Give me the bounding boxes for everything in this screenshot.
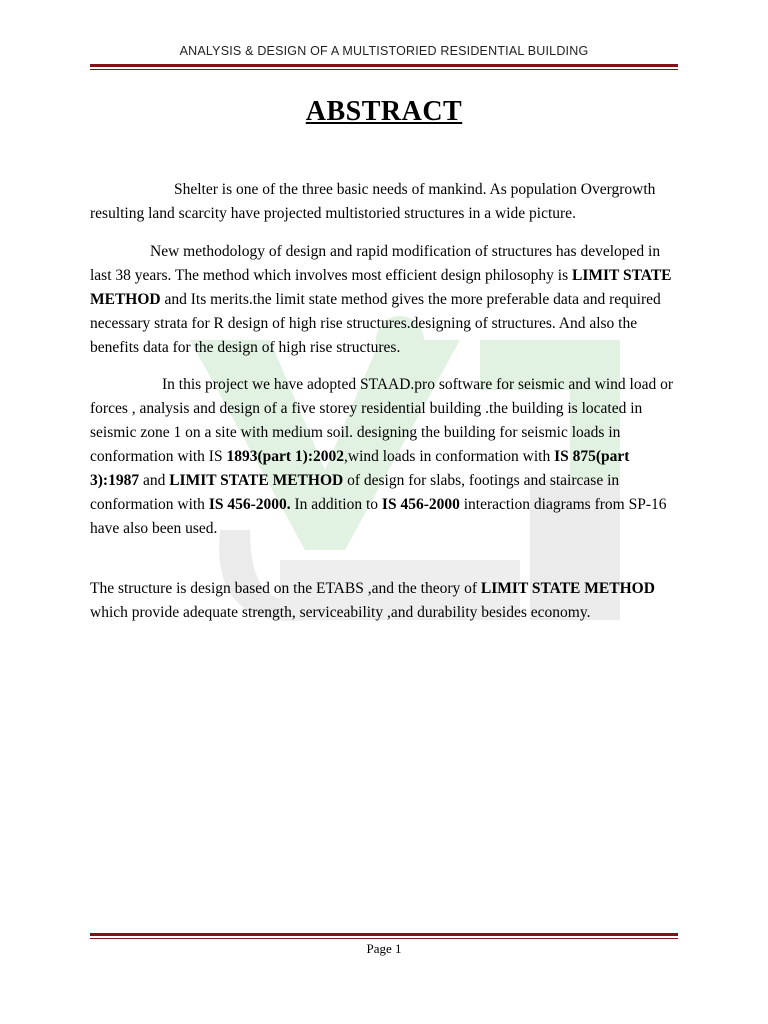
text-run: interaction diagrams from SP-16 have also been used. xyxy=(90,496,667,537)
text-run: and Its merits.the limit state method gives the more preferable data and required necessary strata for R design of high rise structures.designing of structures. And also the benefits data for the design of high rise structures. xyxy=(90,291,661,356)
header-rule xyxy=(90,64,678,70)
bold-text-run: IS 875(part 3):1987 xyxy=(90,448,630,489)
text-run: of design for slabs, footings and staircase in conformation with xyxy=(90,472,620,513)
page-title: ABSTRACT xyxy=(305,96,463,127)
bold-text-run: 1893(part 1):2002 xyxy=(226,448,344,465)
paragraph-3 xyxy=(90,373,680,541)
paragraph-2 xyxy=(90,240,680,360)
text-run: which provide adequate strength, serviceability ,and durability besides economy. xyxy=(90,604,591,621)
bold-text-run: IS 456-2000 xyxy=(381,496,460,513)
text-run: In addition to xyxy=(290,496,382,513)
bold-text-run: LIMIT STATE METHOD xyxy=(169,472,344,489)
footer-rule xyxy=(90,933,678,939)
paragraph-4 xyxy=(90,577,680,625)
text-run: New methodology of design and rapid modification of structures has developed in last 38 years. The method which involves most efficient design philosophy is xyxy=(90,243,661,284)
bold-text-run: IS 456-2000. xyxy=(208,496,291,513)
text-run: The structure is design based on the ETABS ,and the theory of xyxy=(90,580,481,597)
page-number: Page 1 xyxy=(366,941,402,956)
bold-text-run: LIMIT STATE METHOD xyxy=(480,580,655,597)
running-header: ANALYSIS & DESIGN OF A MULTISTORIED RESIDENTIAL BUILDING xyxy=(179,44,589,58)
abstract-body xyxy=(90,178,680,625)
text-run: and xyxy=(139,472,170,489)
text-run: ,wind loads in conformation with xyxy=(344,448,555,465)
text-run: In this project we have adopted STAAD.pro software for seismic and wind load or forces , analysis and design of a five storey residential building .the building is located in seismic zone 1 on a site with medium soil. designing the building for seismic loads in conformation with IS xyxy=(90,376,673,465)
text-run: Shelter is one of the three basic needs of mankind. As population Overgrowth resulting land scarcity have projected multistoried structures in a wide picture. xyxy=(90,181,656,222)
bold-text-run: LIMIT STATE METHOD xyxy=(90,267,672,308)
paragraph-1 xyxy=(90,178,680,226)
